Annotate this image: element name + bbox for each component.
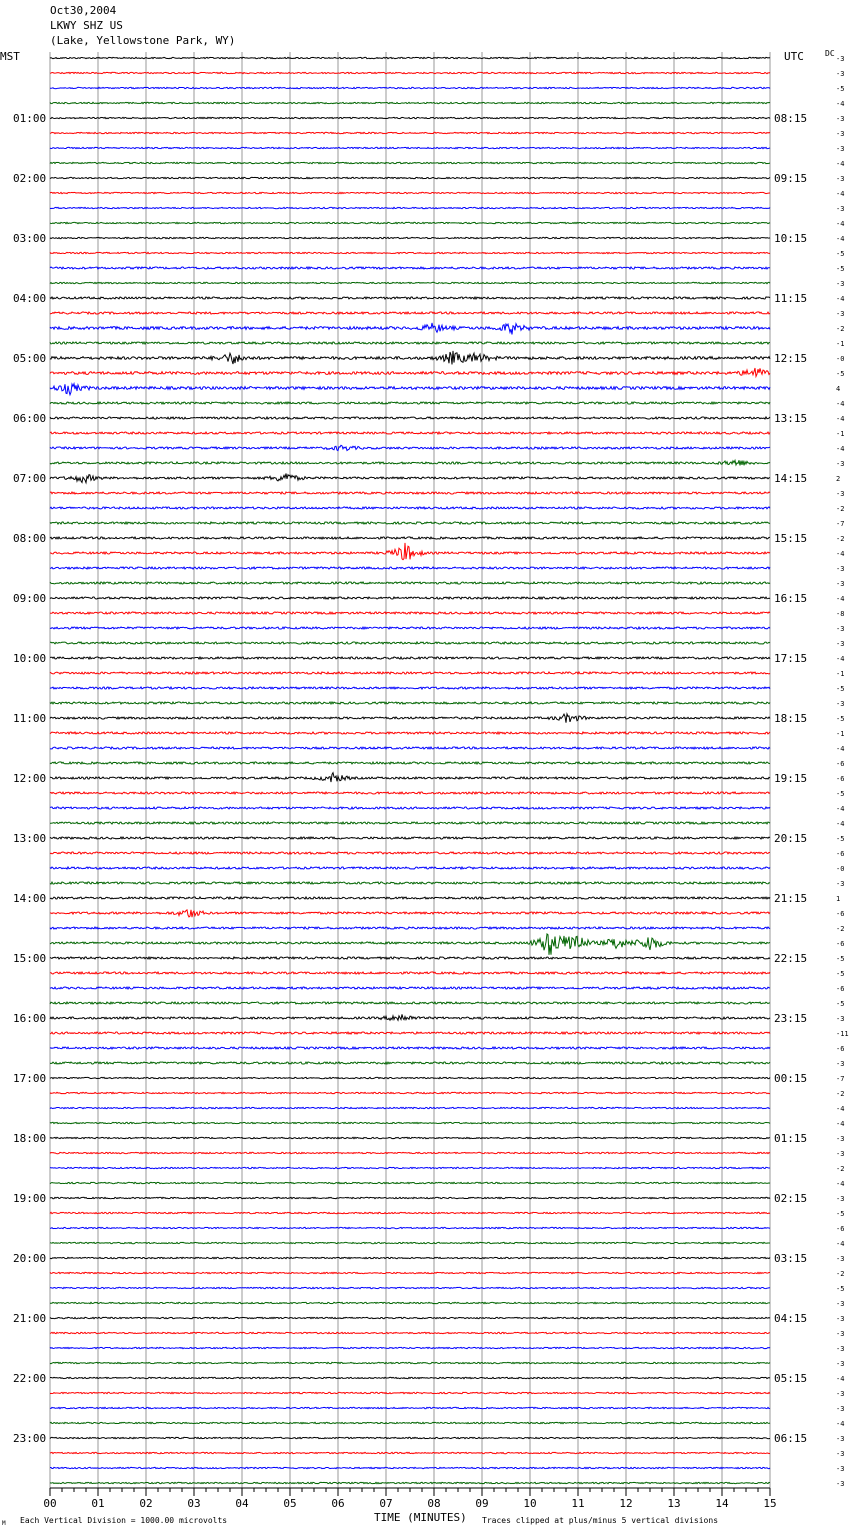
x-tick-label: 03 <box>187 1497 201 1510</box>
trace-line-52 <box>50 837 770 839</box>
x-tick-label: 04 <box>235 1497 249 1510</box>
dc-offset-value-68: -7 <box>836 1075 845 1083</box>
dc-offset-value-69: -2 <box>836 1090 845 1098</box>
trace-line-53 <box>50 852 770 854</box>
dc-offset-value-78: -6 <box>836 1225 845 1233</box>
dc-offset-value-8: -3 <box>836 175 845 183</box>
left-hour-label: 20:00 <box>13 1252 47 1265</box>
trace-line-93 <box>50 1452 770 1453</box>
dc-offset-value-95: -3 <box>836 1480 845 1488</box>
dc-offset-value-89: -3 <box>836 1390 845 1398</box>
time-axis <box>43 1488 776 1510</box>
trace-line-40 <box>50 657 770 659</box>
trace-line-13 <box>50 252 770 253</box>
trace-line-1 <box>50 72 770 73</box>
dc-offset-value-27: -3 <box>836 460 845 468</box>
trace-line-66 <box>50 1047 770 1049</box>
dc-offset-value-61: -5 <box>836 970 845 978</box>
trace-line-51 <box>50 822 770 824</box>
trace-line-41 <box>50 672 770 674</box>
trace-line-30 <box>50 507 770 509</box>
x-tick-label: 12 <box>619 1497 633 1510</box>
left-hour-label: 15:00 <box>13 952 47 965</box>
trace-line-79 <box>50 1242 770 1243</box>
dc-offset-value-56: 1 <box>836 895 841 903</box>
left-hour-label: 07:00 <box>13 472 47 485</box>
trace-line-11 <box>50 222 770 223</box>
dc-offset-value-4: -3 <box>836 115 845 123</box>
dc-offset-value-54: -0 <box>836 865 845 873</box>
dc-offset-value-64: -3 <box>836 1015 845 1023</box>
left-hour-label: 05:00 <box>13 352 47 365</box>
right-hour-label: 19:15 <box>774 772 808 785</box>
trace-line-54 <box>50 867 770 869</box>
dc-offset-value-11: -4 <box>836 220 845 228</box>
trace-line-33 <box>50 543 770 560</box>
trace-line-15 <box>50 282 770 283</box>
dc-offset-value-22: 4 <box>836 385 841 393</box>
trace-line-38 <box>50 627 770 629</box>
dc-offset-value-16: -4 <box>836 295 845 303</box>
dc-offset-value-77: -5 <box>836 1210 845 1218</box>
trace-line-70 <box>50 1107 770 1108</box>
trace-line-80 <box>50 1257 770 1258</box>
dc-offset-value-75: -4 <box>836 1180 845 1188</box>
trace-line-18 <box>50 323 770 335</box>
trace-line-27 <box>50 460 770 465</box>
right-hour-label: 14:15 <box>774 472 808 485</box>
trace-line-90 <box>50 1407 770 1408</box>
dc-offset-value-55: -3 <box>836 880 845 888</box>
trace-line-50 <box>50 807 770 809</box>
trace-line-19 <box>50 342 770 344</box>
dc-offset-value-49: -5 <box>836 790 845 798</box>
trace-line-17 <box>50 312 770 314</box>
dc-offset-value-42: -5 <box>836 685 845 693</box>
left-hour-label: 06:00 <box>13 412 47 425</box>
trace-line-89 <box>50 1392 770 1393</box>
dc-offset-value-14: -5 <box>836 265 845 273</box>
trace-line-91 <box>50 1422 770 1423</box>
dc-offset-value-21: -5 <box>836 370 845 378</box>
dc-offset-value-60: -5 <box>836 955 845 963</box>
dc-offset-value-2: -5 <box>836 85 845 93</box>
right-hour-label: 12:15 <box>774 352 808 365</box>
left-hour-label: 22:00 <box>13 1372 47 1385</box>
trace-line-82 <box>50 1287 770 1288</box>
dc-offset-value-72: -3 <box>836 1135 845 1143</box>
trace-line-2 <box>50 87 770 88</box>
left-hour-label: 03:00 <box>13 232 47 245</box>
trace-line-63 <box>50 1002 770 1004</box>
trace-line-84 <box>50 1317 770 1318</box>
x-axis-title: TIME (MINUTES) <box>374 1511 467 1524</box>
trace-line-24 <box>50 417 770 419</box>
dc-offset-value-25: -1 <box>836 430 845 438</box>
dc-offset-value-86: -3 <box>836 1345 845 1353</box>
right-hour-label: 10:15 <box>774 232 808 245</box>
trace-line-44 <box>50 714 770 723</box>
dc-offset-value-93: -3 <box>836 1450 845 1458</box>
right-hour-label: 05:15 <box>774 1372 808 1385</box>
left-hour-label: 19:00 <box>13 1192 47 1205</box>
trace-line-58 <box>50 927 770 929</box>
dc-offset-value-53: -6 <box>836 850 845 858</box>
trace-line-9 <box>50 192 770 193</box>
dc-offset-value-17: -3 <box>836 310 845 318</box>
trace-line-21 <box>50 368 770 376</box>
dc-offset-value-88: -4 <box>836 1375 845 1383</box>
x-tick-label: 02 <box>139 1497 153 1510</box>
dc-offset-header: DC <box>825 49 835 58</box>
trace-line-28 <box>50 473 770 482</box>
dc-offset-value-94: -3 <box>836 1465 845 1473</box>
left-timezone-label: MST <box>0 50 20 63</box>
dc-offset-value-41: -1 <box>836 670 845 678</box>
dc-offset-value-58: -2 <box>836 925 845 933</box>
trace-line-6 <box>50 147 770 148</box>
trace-line-57 <box>50 910 770 917</box>
right-hour-label: 16:15 <box>774 592 808 605</box>
x-tick-label: 06 <box>331 1497 345 1510</box>
trace-line-22 <box>50 384 770 395</box>
left-hour-label: 01:00 <box>13 112 47 125</box>
dc-offset-value-46: -4 <box>836 745 845 753</box>
dc-offset-value-33: -4 <box>836 550 845 558</box>
dc-offset-value-9: -4 <box>836 190 845 198</box>
trace-line-39 <box>50 642 770 644</box>
dc-offset-value-92: -3 <box>836 1435 845 1443</box>
trace-line-34 <box>50 567 770 569</box>
dc-offset-value-7: -4 <box>836 160 845 168</box>
right-timezone-label: UTC <box>784 50 804 63</box>
trace-line-46 <box>50 747 770 749</box>
x-tick-label: 14 <box>715 1497 729 1510</box>
x-tick-label: 00 <box>43 1497 57 1510</box>
dc-offset-value-36: -4 <box>836 595 845 603</box>
dc-offset-value-62: -6 <box>836 985 845 993</box>
dc-offset-value-34: -3 <box>836 565 845 573</box>
dc-offset-value-6: -3 <box>836 145 845 153</box>
trace-line-49 <box>50 792 770 794</box>
dc-offset-value-76: -3 <box>836 1195 845 1203</box>
trace-line-75 <box>50 1182 770 1183</box>
right-hour-label: 01:15 <box>774 1132 808 1145</box>
dc-offset-value-10: -3 <box>836 205 845 213</box>
trace-line-32 <box>50 537 770 539</box>
dc-offset-value-3: -4 <box>836 100 845 108</box>
right-hour-label: 23:15 <box>774 1012 808 1025</box>
dc-offset-value-83: -3 <box>836 1300 845 1308</box>
left-hour-label: 02:00 <box>13 172 47 185</box>
right-hour-label: 17:15 <box>774 652 808 665</box>
dc-offset-value-71: -4 <box>836 1120 845 1128</box>
trace-line-78 <box>50 1227 770 1228</box>
trace-line-74 <box>50 1167 770 1168</box>
trace-line-86 <box>50 1347 770 1348</box>
left-hour-label: 21:00 <box>13 1312 47 1325</box>
trace-line-12 <box>50 237 770 238</box>
trace-line-76 <box>50 1197 770 1198</box>
dc-offset-value-50: -4 <box>836 805 845 813</box>
dc-offset-value-0: -3 <box>836 55 845 63</box>
dc-offset-value-29: -3 <box>836 490 845 498</box>
trace-line-72 <box>50 1137 770 1138</box>
trace-line-88 <box>50 1377 770 1378</box>
dc-offset-value-26: -4 <box>836 445 845 453</box>
station-location: (Lake, Yellowstone Park, WY) <box>50 34 236 47</box>
trace-line-68 <box>50 1077 770 1078</box>
trace-line-45 <box>50 732 770 734</box>
trace-line-95 <box>50 1482 770 1483</box>
right-hour-label: 09:15 <box>774 172 808 185</box>
dc-offset-value-39: -3 <box>836 640 845 648</box>
dc-offset-value-91: -4 <box>836 1420 845 1428</box>
dc-offset-value-30: -2 <box>836 505 845 513</box>
dc-offset-value-45: -1 <box>836 730 845 738</box>
right-hour-label: 06:15 <box>774 1432 808 1445</box>
trace-line-92 <box>50 1437 770 1438</box>
left-hour-label: 09:00 <box>13 592 47 605</box>
trace-line-10 <box>50 207 770 208</box>
dc-offset-value-57: -6 <box>836 910 845 918</box>
dc-offset-value-81: -2 <box>836 1270 845 1278</box>
x-tick-label: 10 <box>523 1497 537 1510</box>
trace-line-64 <box>50 1014 770 1020</box>
dc-offset-value-79: -4 <box>836 1240 845 1248</box>
trace-line-23 <box>50 402 770 404</box>
trace-lines <box>50 55 849 1488</box>
right-hour-label: 18:15 <box>774 712 808 725</box>
right-hour-label: 04:15 <box>774 1312 808 1325</box>
trace-line-43 <box>50 702 770 704</box>
dc-offset-value-48: -6 <box>836 775 845 783</box>
trace-line-56 <box>50 897 770 899</box>
dc-offset-value-80: -3 <box>836 1255 845 1263</box>
right-hour-label: 13:15 <box>774 412 808 425</box>
right-hour-label: 20:15 <box>774 832 808 845</box>
dc-offset-value-66: -6 <box>836 1045 845 1053</box>
left-hour-label: 17:00 <box>13 1072 47 1085</box>
dc-offset-value-12: -4 <box>836 235 845 243</box>
dc-offset-value-19: -1 <box>836 340 845 348</box>
dc-offset-value-20: -0 <box>836 355 845 363</box>
dc-offset-value-31: -7 <box>836 520 845 528</box>
plot-date: Oct30,2004 <box>50 4 117 17</box>
trace-line-62 <box>50 987 770 989</box>
left-hour-label: 08:00 <box>13 532 47 545</box>
corner-mark: M <box>2 1520 6 1527</box>
trace-line-37 <box>50 612 770 614</box>
trace-line-14 <box>50 267 770 269</box>
dc-offset-value-52: -5 <box>836 835 845 843</box>
trace-line-59 <box>50 934 770 955</box>
dc-offset-value-13: -5 <box>836 250 845 258</box>
dc-offset-value-35: -3 <box>836 580 845 588</box>
dc-offset-value-28: 2 <box>836 475 841 483</box>
trace-line-83 <box>50 1302 770 1303</box>
trace-line-3 <box>50 102 770 103</box>
trace-line-87 <box>50 1362 770 1363</box>
trace-line-55 <box>50 882 770 884</box>
left-hour-label: 11:00 <box>13 712 47 725</box>
trace-line-60 <box>50 957 770 959</box>
trace-line-31 <box>50 522 770 524</box>
left-hour-label: 14:00 <box>13 892 47 905</box>
trace-line-69 <box>50 1092 770 1093</box>
dc-offset-value-40: -4 <box>836 655 845 663</box>
dc-offset-value-37: -8 <box>836 610 845 618</box>
right-hour-label: 02:15 <box>774 1192 808 1205</box>
trace-line-0 <box>50 57 770 58</box>
left-hour-label: 04:00 <box>13 292 47 305</box>
trace-line-71 <box>50 1122 770 1123</box>
trace-line-7 <box>50 162 770 163</box>
dc-offset-value-85: -3 <box>836 1330 845 1338</box>
trace-line-29 <box>50 492 770 494</box>
trace-line-20 <box>50 351 770 364</box>
dc-offset-value-67: -3 <box>836 1060 845 1068</box>
trace-line-4 <box>50 117 770 118</box>
trace-line-65 <box>50 1032 770 1034</box>
x-tick-label: 05 <box>283 1497 297 1510</box>
trace-line-5 <box>50 132 770 133</box>
right-hour-label: 08:15 <box>774 112 808 125</box>
scale-note: Each Vertical Division = 1000.00 microvolts <box>20 1516 228 1525</box>
dc-offset-value-87: -3 <box>836 1360 845 1368</box>
dc-offset-value-32: -2 <box>836 535 845 543</box>
dc-offset-value-47: -6 <box>836 760 845 768</box>
dc-offset-value-73: -3 <box>836 1150 845 1158</box>
x-tick-label: 08 <box>427 1497 441 1510</box>
x-tick-label: 15 <box>763 1497 777 1510</box>
dc-offset-value-24: -4 <box>836 415 845 423</box>
dc-offset-value-51: -4 <box>836 820 845 828</box>
dc-offset-value-38: -3 <box>836 625 845 633</box>
left-hour-label: 10:00 <box>13 652 47 665</box>
dc-offset-value-84: -3 <box>836 1315 845 1323</box>
dc-offset-value-90: -3 <box>836 1405 845 1413</box>
trace-line-61 <box>50 972 770 974</box>
dc-offset-value-43: -3 <box>836 700 845 708</box>
trace-line-8 <box>50 177 770 178</box>
dc-offset-value-44: -5 <box>836 715 845 723</box>
dc-offset-value-23: -4 <box>836 400 845 408</box>
dc-offset-value-63: -5 <box>836 1000 845 1008</box>
left-hour-label: 16:00 <box>13 1012 47 1025</box>
trace-line-35 <box>50 582 770 584</box>
dc-offset-value-65: -11 <box>836 1030 849 1038</box>
dc-offset-value-74: -2 <box>836 1165 845 1173</box>
x-tick-label: 01 <box>91 1497 105 1510</box>
left-hour-label: 12:00 <box>13 772 47 785</box>
left-hour-label: 23:00 <box>13 1432 47 1445</box>
trace-line-94 <box>50 1467 770 1468</box>
trace-line-77 <box>50 1212 770 1213</box>
trace-line-67 <box>50 1062 770 1064</box>
trace-line-42 <box>50 687 770 689</box>
right-hour-label: 11:15 <box>774 292 808 305</box>
x-tick-label: 11 <box>571 1497 585 1510</box>
x-tick-label: 09 <box>475 1497 489 1510</box>
dc-offset-value-70: -4 <box>836 1105 845 1113</box>
trace-line-26 <box>50 445 770 450</box>
trace-line-81 <box>50 1272 770 1273</box>
dc-offset-value-15: -3 <box>836 280 845 288</box>
x-tick-label: 13 <box>667 1497 681 1510</box>
x-tick-label: 07 <box>379 1497 393 1510</box>
trace-line-16 <box>50 297 770 299</box>
right-hour-label: 03:15 <box>774 1252 808 1265</box>
trace-line-48 <box>50 773 770 782</box>
right-hour-label: 21:15 <box>774 892 808 905</box>
dc-offset-value-5: -3 <box>836 130 845 138</box>
dc-offset-value-59: -6 <box>836 940 845 948</box>
trace-line-73 <box>50 1152 770 1153</box>
dc-offset-value-18: -2 <box>836 325 845 333</box>
station-code: LKWY SHZ US <box>50 19 123 32</box>
trace-line-36 <box>50 597 770 599</box>
trace-line-25 <box>50 432 770 434</box>
right-hour-label: 15:15 <box>774 532 808 545</box>
right-hour-label: 00:15 <box>774 1072 808 1085</box>
trace-line-47 <box>50 762 770 764</box>
dc-offset-value-82: -5 <box>836 1285 845 1293</box>
dc-offset-value-1: -3 <box>836 70 845 78</box>
left-hour-label: 13:00 <box>13 832 47 845</box>
left-hour-label: 18:00 <box>13 1132 47 1145</box>
clip-note: Traces clipped at plus/minus 5 vertical divisions <box>482 1516 719 1525</box>
right-hour-label: 22:15 <box>774 952 808 965</box>
trace-line-85 <box>50 1332 770 1333</box>
